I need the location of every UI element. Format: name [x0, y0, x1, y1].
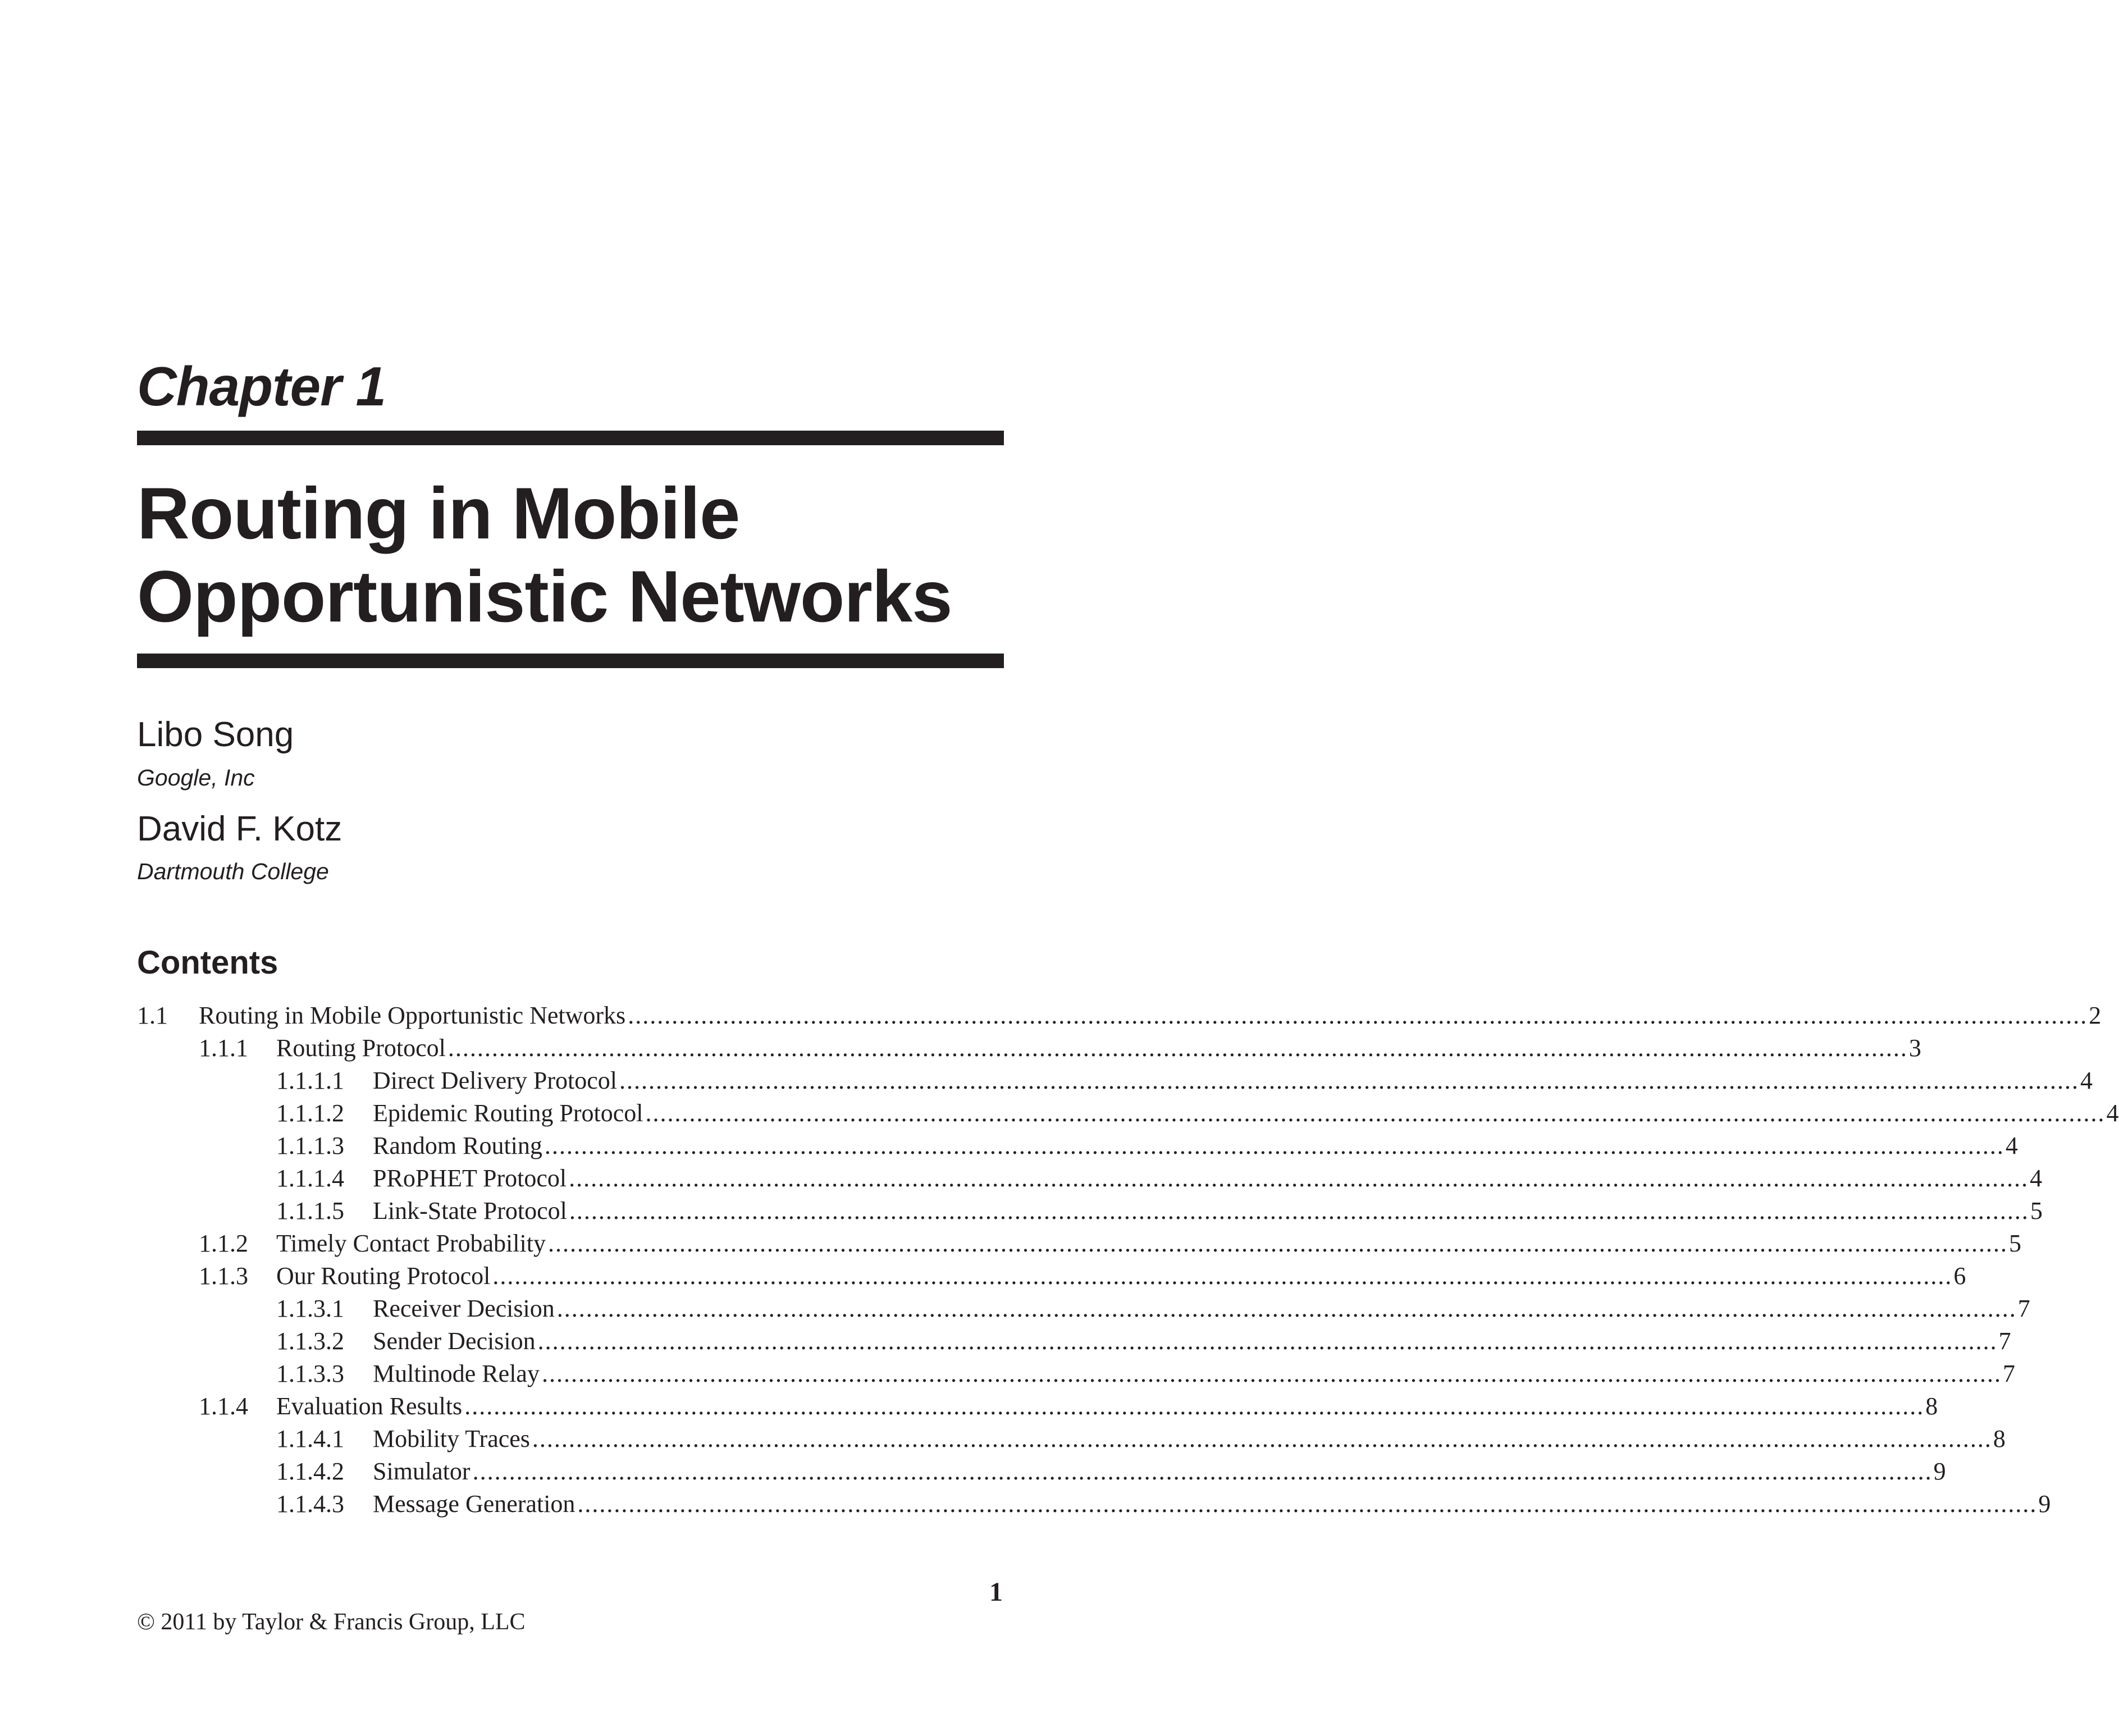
toc-entry — [137, 1097, 2119, 1130]
toc-entry-title: Link-State Protocol — [373, 1195, 569, 1227]
toc-entry-page: 7 — [1998, 1327, 2011, 1355]
toc-entry — [137, 1455, 1946, 1488]
toc-dot-leader: ........................................................................................................................................................................................................ — [628, 1002, 2088, 1029]
toc-entry-number: 1.1.3.3 — [276, 1360, 344, 1387]
toc-entry-number: 1.1.3.2 — [276, 1327, 344, 1355]
table-of-contents — [137, 999, 2119, 1520]
toc-entry-title: Routing Protocol — [276, 1032, 448, 1065]
toc-entry — [137, 1423, 2006, 1455]
toc-entry-number: 1.1.1.5 — [276, 1197, 344, 1225]
toc-entry-title: Timely Contact Probability — [276, 1227, 548, 1260]
author-name: Libo Song — [137, 715, 294, 754]
toc-entry-number: 1.1.4 — [199, 1392, 248, 1420]
toc-entry-number: 1.1.4.1 — [276, 1425, 344, 1452]
toc-entry-title: Our Routing Protocol — [276, 1260, 492, 1292]
toc-entry-page: 9 — [2038, 1490, 2051, 1518]
toc-entry-number: 1.1.1.4 — [276, 1164, 344, 1192]
toc-entry-page: 8 — [1993, 1425, 2006, 1452]
toc-entry — [137, 999, 2102, 1032]
toc-dot-leader: ........................................................................................................................................................................................................ — [541, 1360, 2002, 1387]
chapter-title-line-2: Opportunistic Networks — [137, 555, 952, 637]
toc-entry — [137, 1292, 2030, 1325]
toc-entry — [137, 1195, 2043, 1227]
toc-entry-title: Evaluation Results — [276, 1390, 464, 1423]
author-name: David F. Kotz — [137, 810, 342, 848]
toc-dot-leader: ........................................................................................................................................................................................................ — [447, 1034, 1908, 1062]
toc-entry-title: PRoPHET Protocol — [373, 1162, 569, 1195]
toc-entry-title: Simulator — [373, 1455, 473, 1488]
author-affiliation: Dartmouth College — [137, 858, 329, 884]
author-affiliation: Google, Inc — [137, 765, 255, 791]
toc-entry-title: Epidemic Routing Protocol — [373, 1097, 646, 1130]
toc-entry-number: 1.1.3.1 — [276, 1295, 344, 1322]
toc-entry — [137, 1130, 2018, 1162]
chapter-rule-bottom — [137, 654, 1004, 668]
toc-entry-number: 1.1.1.2 — [276, 1099, 344, 1127]
chapter-label: Chapter 1 — [137, 355, 386, 417]
toc-entry — [137, 1260, 1966, 1292]
contents-heading: Contents — [137, 944, 278, 981]
toc-entry-number: 1.1.4.3 — [276, 1490, 344, 1518]
copyright-notice: © 2011 by Taylor & Francis Group, LLC — [137, 1609, 526, 1635]
toc-dot-leader: ........................................................................................................................................................................................................ — [619, 1067, 2079, 1094]
toc-entry — [137, 1032, 1921, 1065]
toc-dot-leader: ........................................................................................................................................................................................................ — [532, 1425, 1992, 1452]
toc-entry-title: Direct Delivery Protocol — [373, 1065, 619, 1097]
toc-dot-leader: ........................................................................................................................................................................................................ — [472, 1458, 1933, 1485]
toc-entry-page: 6 — [1953, 1262, 1966, 1290]
toc-entry — [137, 1065, 2093, 1097]
toc-entry — [137, 1227, 2021, 1260]
toc-dot-leader: ........................................................................................................................................................................................................ — [492, 1262, 1953, 1290]
toc-entry-number: 1.1.2 — [199, 1230, 248, 1257]
toc-entry-page: 7 — [2017, 1295, 2030, 1322]
toc-entry-page: 5 — [2008, 1230, 2021, 1257]
toc-entry-title: Receiver Decision — [373, 1292, 557, 1325]
toc-entry-page: 4 — [2080, 1067, 2093, 1094]
toc-entry-page: 7 — [2002, 1360, 2015, 1387]
toc-entry-page: 8 — [1925, 1392, 1938, 1420]
toc-entry — [137, 1390, 1938, 1423]
toc-entry — [137, 1325, 2011, 1358]
toc-entry — [137, 1488, 2051, 1520]
toc-entry-page: 4 — [2106, 1099, 2119, 1127]
toc-entry-page: 9 — [1933, 1458, 1946, 1485]
page-number: 1 — [989, 1577, 1003, 1607]
toc-entry-title: Routing in Mobile Opportunistic Networks — [199, 999, 628, 1032]
toc-dot-leader: ........................................................................................................................................................................................................ — [645, 1099, 2106, 1127]
toc-dot-leader: ........................................................................................................................................................................................................ — [547, 1230, 2008, 1257]
toc-dot-leader: ........................................................................................................................................................................................................ — [556, 1295, 2017, 1322]
toc-entry-number: 1.1.1.1 — [276, 1067, 344, 1094]
toc-dot-leader: ........................................................................................................................................................................................................ — [569, 1164, 2029, 1192]
toc-entry — [137, 1162, 2043, 1195]
chapter-title-line-1: Routing in Mobile — [137, 472, 740, 554]
chapter-rule-top — [137, 431, 1004, 445]
toc-dot-leader: ........................................................................................................................................................................................................ — [577, 1490, 2038, 1518]
chapter-title — [137, 472, 1013, 638]
toc-entry-page: 4 — [2030, 1164, 2043, 1192]
toc-dot-leader: ........................................................................................................................................................................................................ — [537, 1327, 1998, 1355]
toc-entry-page: 2 — [2089, 1002, 2102, 1029]
toc-dot-leader: ........................................................................................................................................................................................................ — [569, 1197, 2029, 1225]
toc-entry-title: Mobility Traces — [373, 1423, 532, 1455]
toc-dot-leader: ........................................................................................................................................................................................................ — [464, 1392, 1925, 1420]
toc-entry-number: 1.1.1 — [199, 1034, 248, 1062]
toc-entry-page: 5 — [2030, 1197, 2043, 1225]
toc-entry-title: Random Routing — [373, 1130, 545, 1162]
toc-entry-number: 1.1.3 — [199, 1262, 248, 1290]
toc-entry-number: 1.1.1.3 — [276, 1132, 344, 1159]
toc-dot-leader: ........................................................................................................................................................................................................ — [544, 1132, 2004, 1159]
toc-entry-number: 1.1.4.2 — [276, 1458, 344, 1485]
toc-entry-number: 1.1 — [137, 1002, 168, 1029]
toc-entry — [137, 1358, 2015, 1390]
toc-entry-page: 3 — [1908, 1034, 1921, 1062]
toc-entry-title: Message Generation — [373, 1488, 577, 1520]
toc-entry-page: 4 — [2005, 1132, 2018, 1159]
toc-entry-title: Sender Decision — [373, 1325, 538, 1358]
toc-entry-title: Multinode Relay — [373, 1358, 542, 1390]
